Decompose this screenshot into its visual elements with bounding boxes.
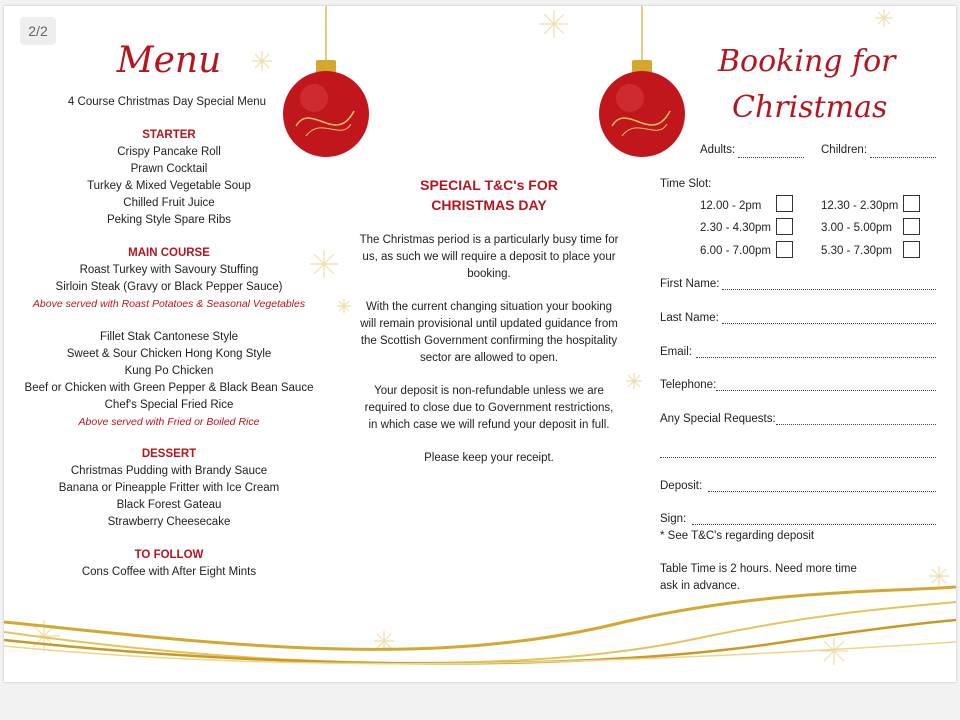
gold-swoosh — [4, 582, 956, 682]
terms-text: required to close due to Government restrictions, — [364, 402, 614, 414]
menu-item: Sirloin Steak (Gravy or Black Pepper Sauce) — [55, 281, 283, 293]
email-label: Email: — [660, 346, 692, 358]
children-field[interactable] — [870, 156, 936, 158]
menu-item: Strawberry Cheesecake — [107, 516, 231, 528]
menu-item: Cons Coffee with After Eight Mints — [81, 566, 257, 578]
slot-checkbox[interactable] — [903, 241, 920, 258]
main-course-heading: MAIN COURSE — [128, 247, 210, 259]
menu-note: Above served with Roast Potatoes & Seasonal Vegetables — [32, 298, 306, 310]
to-follow-heading: TO FOLLOW — [134, 549, 204, 561]
terms-text: us, as such we will require a deposit to place your — [362, 251, 616, 263]
first-name-label: First Name: — [660, 278, 720, 290]
slot-checkbox[interactable] — [903, 218, 920, 235]
snowflake-icon — [875, 9, 893, 27]
deposit-field[interactable] — [708, 490, 936, 492]
slot-checkbox[interactable] — [776, 195, 793, 212]
flyer-page — [4, 6, 956, 682]
terms-text: sector are allowed to open. — [419, 352, 559, 364]
children-label: Children: — [821, 144, 868, 156]
snowflake-icon — [540, 10, 568, 38]
adults-field[interactable] — [738, 156, 804, 158]
menu-item: Beef or Chicken with Green Pepper & Black Bean Sauce — [24, 382, 314, 394]
slot-checkbox[interactable] — [776, 218, 793, 235]
page-counter: 2/2 — [20, 17, 56, 45]
starter-heading: STARTER — [142, 129, 196, 141]
terms-text: booking. — [467, 268, 511, 280]
terms-heading-line2: CHRISTMAS DAY — [431, 197, 547, 213]
deposit-note: * See T&C's regarding deposit — [660, 530, 815, 542]
menu-item: Christmas Pudding with Brandy Sauce — [70, 465, 268, 477]
menu-title: Menu — [116, 40, 222, 81]
slot-checkbox[interactable] — [903, 195, 920, 212]
menu-subtitle: 4 Course Christmas Day Special Menu — [67, 96, 267, 108]
deposit-label: Deposit: — [660, 480, 703, 492]
terms-text: With the current changing situation your booking — [365, 301, 613, 313]
slot-label: 12.30 - 2.30pm — [821, 200, 899, 212]
slot-checkbox[interactable] — [776, 241, 793, 258]
menu-item: Peking Style Spare Ribs — [106, 214, 231, 226]
menu-item: Fillet Stak Cantonese Style — [99, 331, 239, 343]
slot-label: 5.30 - 7.30pm — [821, 245, 892, 257]
booking-title-line2: Christmas — [732, 90, 888, 125]
menu-item: Crispy Pancake Roll — [117, 146, 221, 158]
terms-text: will remain provisional until updated guidance from — [360, 318, 618, 330]
sign-field[interactable] — [692, 523, 936, 525]
sign-label: Sign: — [660, 513, 687, 525]
terms-text: in which case we will refund your deposit in full. — [368, 419, 610, 431]
last-name-field[interactable] — [722, 322, 936, 324]
special-requests-field[interactable] — [776, 423, 936, 425]
menu-item: Turkey & Mixed Vegetable Soup — [87, 180, 251, 192]
special-requests-label: Any Special Requests: — [660, 413, 776, 425]
menu-item: Banana or Pineapple Fritter with Ice Cream — [58, 482, 280, 494]
dessert-heading: DESSERT — [141, 448, 197, 460]
terms-heading-line1: SPECIAL T&C's FOR — [420, 177, 558, 193]
terms-text: Please keep your receipt. — [424, 452, 554, 464]
last-name-label: Last Name: — [660, 312, 719, 324]
booking-title-line1: Booking for — [718, 44, 896, 79]
terms-text: Your deposit is non-refundable unless we are — [374, 385, 604, 397]
adults-label: Adults: — [700, 144, 736, 156]
time-slot-label: Time Slot: — [660, 178, 712, 190]
menu-item: Chef's Special Fried Rice — [104, 399, 234, 411]
slot-label: 2.30 - 4.30pm — [700, 222, 771, 234]
terms-text: The Christmas period is a particularly busy time for — [359, 234, 619, 246]
telephone-field[interactable] — [716, 389, 936, 391]
slot-label: 6.00 - 7.00pm — [700, 245, 771, 257]
slot-label: 3.00 - 5.00pm — [821, 222, 892, 234]
menu-item: Sweet & Sour Chicken Hong Kong Style — [66, 348, 272, 360]
menu-item: Prawn Cocktail — [130, 163, 208, 175]
telephone-label: Telephone: — [660, 379, 717, 391]
bauble-icon — [592, 6, 692, 171]
menu-item: Chilled Fruit Juice — [123, 197, 215, 209]
table-time-note: ask in advance. — [660, 580, 740, 592]
menu-item: Roast Turkey with Savoury Stuffing — [79, 264, 259, 276]
special-requests-field-line2[interactable] — [660, 456, 936, 458]
email-field[interactable] — [696, 356, 936, 358]
menu-item: Kung Po Chicken — [124, 365, 214, 377]
menu-note: Above served with Fried or Boiled Rice — [78, 416, 260, 428]
table-time-note: Table Time is 2 hours. Need more time — [660, 563, 857, 575]
first-name-field[interactable] — [722, 288, 936, 290]
menu-item: Black Forest Gateau — [116, 499, 222, 511]
terms-text: the Scottish Government confirming the hospitality — [360, 335, 618, 347]
slot-label: 12.00 - 2pm — [700, 200, 762, 212]
